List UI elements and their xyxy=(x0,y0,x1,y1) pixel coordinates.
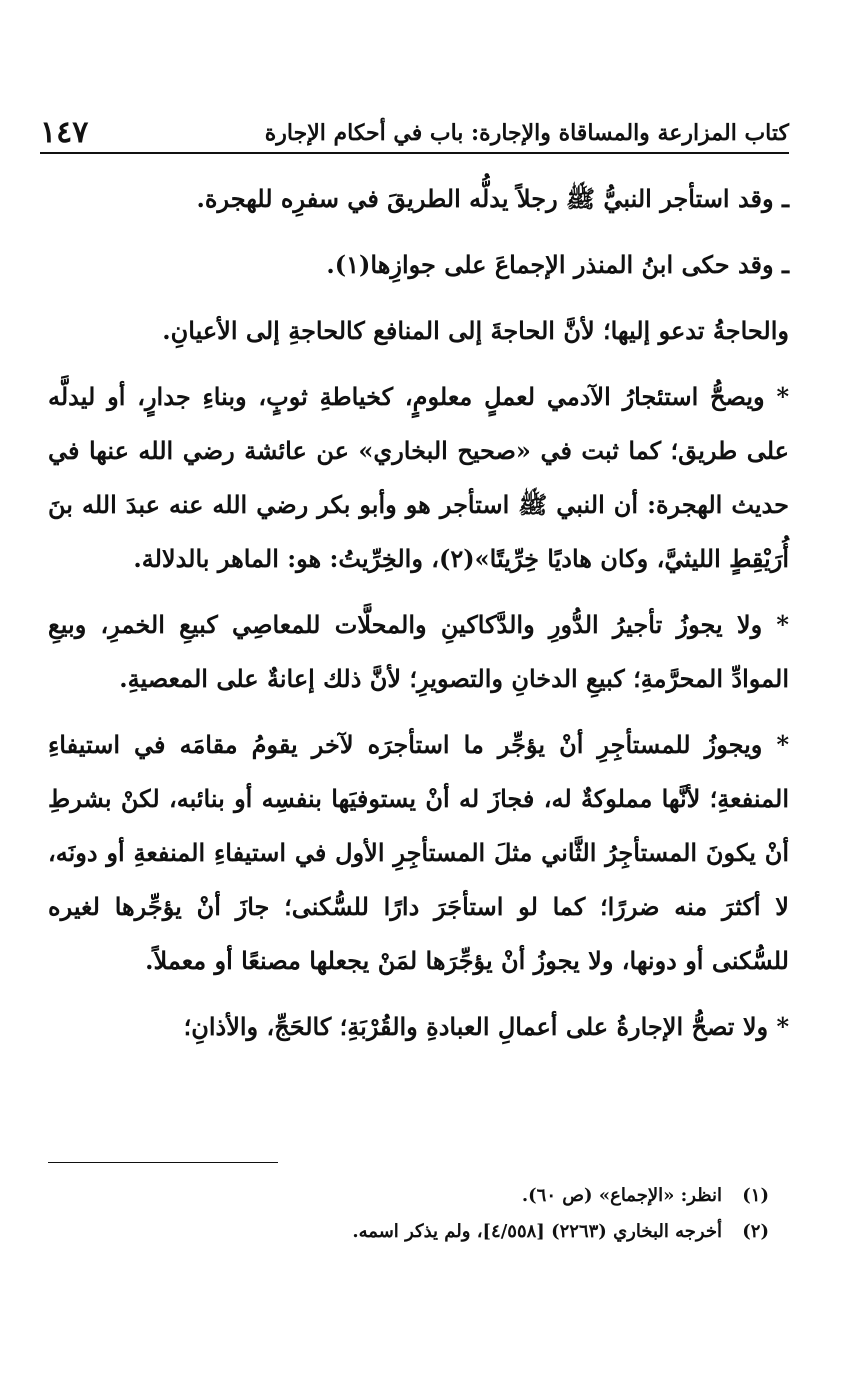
footnote-number: (٢) xyxy=(742,1221,769,1242)
footnote xyxy=(60,1214,769,1250)
page-number: ١٤٧ xyxy=(40,115,89,150)
footnote-number: (١) xyxy=(742,1185,769,1206)
footnotes xyxy=(60,1178,769,1250)
paragraph: والحاجةُ تدعو إليها؛ لأنَّ الحاجةَ إلى المنافع كالحاجةِ إلى الأعيانِ. xyxy=(162,316,789,345)
paragraph: * ولا يجوزُ تأجيرُ الدُّورِ والدَّكاكينِ والمحلَّات للمعاصِي كبيعِ الخمرِ، وبيعِ الموادِّ المحرَّمةِ؛ كبيعِ الدخانِ والتصويرِ؛ لأنَّ ذلك إعانةٌ على المعصيةِ. xyxy=(48,610,789,693)
paragraph: ـ وقد استأجر النبيُّ ﷺ رجلاً يدلُّه الطريقَ في سفرِه للهجرة. xyxy=(196,184,789,213)
main-text xyxy=(48,172,789,1066)
paragraph: * ويصحُّ استئجارُ الآدمي لعملٍ معلومٍ، كخياطةِ ثوبٍ، وبناءِ جدارٍ، أو ليدلَّه على طريق؛ كما ثبت في «صحيح البخاري» عن عائشة رضي الله عنها في حديث الهجرة: أن النبي ﷺ استأجر هو وأبو بكر رضي الله عنه عبدَ الله بنَ أُرَيْقِطٍ الليثيَّ، وكان هاديًا خِرِّيتًا»(٢)، والخِرِّيتُ: هو: الماهر بالدلالة. xyxy=(48,382,789,573)
paragraph: * ولا تصحُّ الإجارةُ على أعمالِ العبادةِ والقُرْبَةِ؛ كالحَجِّ، والأذانِ؛ xyxy=(183,1012,789,1041)
paragraph: ـ وقد حكى ابنُ المنذر الإجماعَ على جوازِها(١). xyxy=(326,250,789,279)
running-title: كتاب المزارعة والمساقاة والإجارة: باب في أحكام الإجارة xyxy=(264,120,789,146)
page-header xyxy=(40,112,789,154)
footnote xyxy=(60,1178,769,1214)
footnote-divider xyxy=(48,1162,278,1163)
paragraph: * ويجوزُ للمستأجِرِ أنْ يؤجِّر ما استأجرَه لآخر يقومُ مقامَه في استيفاءِ المنفعةِ؛ لأنَّها مملوكةٌ له، فجازَ له أنْ يستوفيَها بنفسِه أو بنائبه، لكنْ بشرطِ أنْ يكونَ المستأجِرُ الثَّاني مثلَ المستأجِرِ الأول في استيفاءِ المنفعةِ أو دونَه، لا أكثرَ منه ضررًا؛ كما لو استأجَرَ دارًا للسُّكنى؛ جازَ أنْ يؤجِّرها لغيره للسُّكنى أو دونها، ولا يجوزُ أنْ يؤجِّرَها لمَنْ يجعلها مصنعًا أو معملاً. xyxy=(48,730,789,975)
footnote-text: انظر: «الإجماع» (ص ٦٠). xyxy=(521,1185,722,1206)
footnote-text: أخرجه البخاري (٢٢٦٣) [٤/٥٥٨]، ولم يذكر اسمه. xyxy=(352,1221,722,1242)
